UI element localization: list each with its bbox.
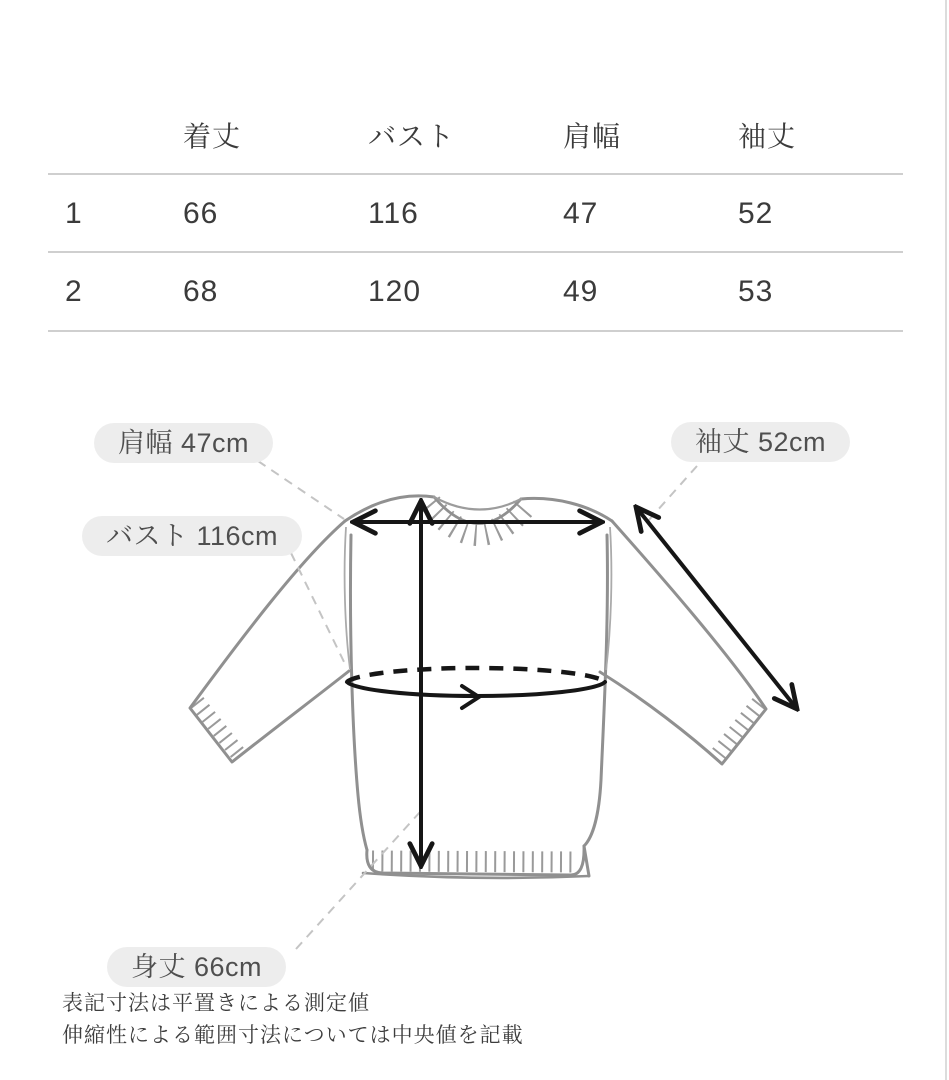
col-header-sleeve: 袖丈 [738,121,797,152]
body-length-label: 身丈 66cm [107,947,286,987]
row2-length: 68 [183,275,219,308]
sleeve-length-label: 袖丈 52cm [671,422,850,462]
bust-label: バスト 116cm [82,516,302,556]
row2-shoulder: 49 [563,275,599,308]
page-edge-line [945,0,947,1080]
row2-size-label: 2 [65,275,83,308]
row2-sleeve: 53 [738,275,774,308]
shoulder-connector-line [258,461,344,519]
row2-bust: 120 [368,275,422,308]
row1-sleeve: 52 [738,197,774,230]
note-line-2: 伸縮性による範囲寸法については中央値を記載 [62,1024,524,1047]
row1-size-label: 1 [65,197,83,230]
row1-bust: 116 [368,197,419,230]
measurement-notes [62,988,524,1052]
sleeve-connector-line [648,466,697,521]
row1-length: 66 [183,197,219,230]
shoulder-width-label: 肩幅 47cm [94,423,273,463]
col-header-length: 着丈 [183,121,242,152]
col-header-shoulder: 肩幅 [563,121,622,152]
note-line-1: 表記寸法は平置きによる測定値 [62,992,370,1015]
col-header-bust: バスト [368,121,456,152]
row1-shoulder: 47 [563,197,599,230]
